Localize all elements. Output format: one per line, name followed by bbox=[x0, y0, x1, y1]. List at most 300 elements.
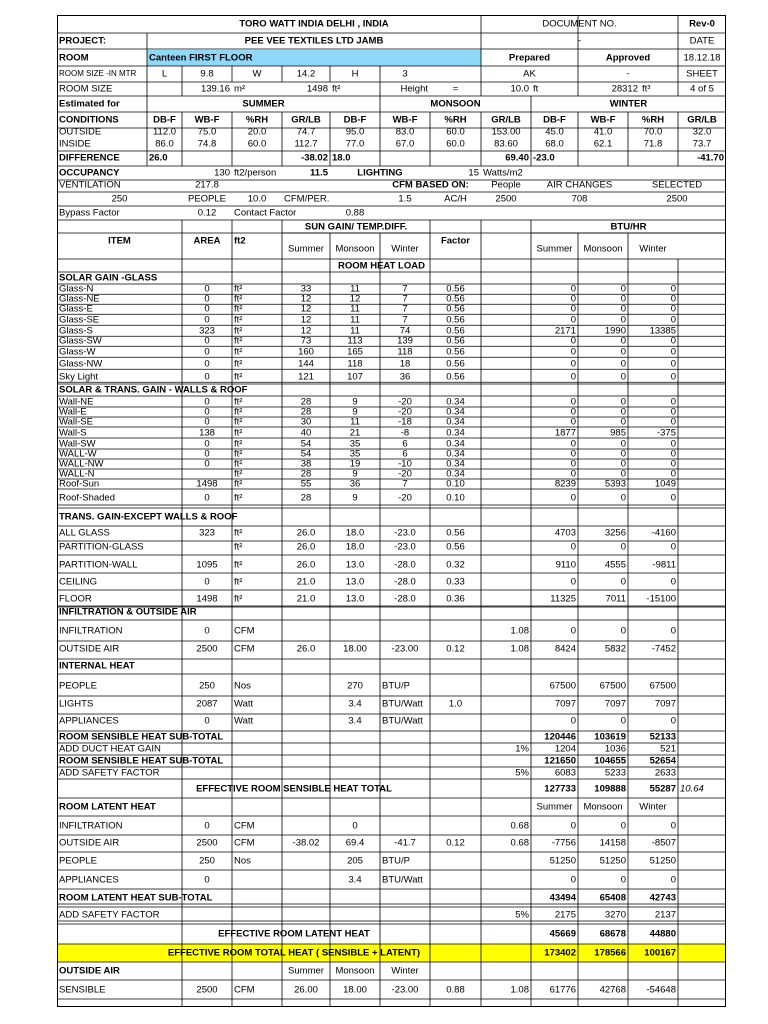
row-area: 2500 bbox=[196, 837, 218, 849]
row-btu-monsoon: 0 bbox=[620, 874, 626, 886]
row-btu-winter: 67500 bbox=[649, 680, 676, 692]
row-area: 0 bbox=[204, 820, 210, 832]
row-btu-monsoon: 0 bbox=[620, 416, 626, 428]
cfm-ach: 708 bbox=[571, 193, 588, 205]
row-area: 1498 bbox=[196, 593, 218, 605]
row-unit: ft² bbox=[234, 448, 243, 460]
row-btu-monsoon: 14158 bbox=[599, 837, 626, 849]
condition-col-header: %RH bbox=[444, 114, 467, 126]
row-factor: 0.12 bbox=[446, 643, 465, 655]
row-monsoon-diff: 18.00 bbox=[343, 643, 367, 655]
row-factor: 0.33 bbox=[446, 576, 465, 588]
outside-value: 75.0 bbox=[197, 126, 217, 138]
people-unit: PEOPLE bbox=[187, 193, 227, 205]
date-label: DATE bbox=[689, 35, 715, 47]
selected-label: SELECTED bbox=[651, 179, 703, 191]
row-btu-summer: 7097 bbox=[554, 698, 576, 710]
row-btu-summer: 0 bbox=[570, 820, 576, 832]
row-factor: 0.36 bbox=[446, 593, 465, 605]
inside-value: 62.1 bbox=[593, 138, 613, 150]
row-unit: ft² bbox=[234, 406, 243, 418]
row-factor: 0.34 bbox=[446, 438, 465, 450]
effective-latent-value: 45669 bbox=[549, 928, 576, 940]
btu-hr-header: BTU/HR bbox=[610, 221, 647, 233]
row-summer-diff: 28 bbox=[300, 406, 312, 418]
row-factor: 0.88 bbox=[446, 984, 465, 996]
room-heat-load-title: ROOM HEAT LOAD bbox=[338, 260, 425, 272]
row-constant: 0.68 bbox=[510, 820, 529, 832]
area-header: AREA bbox=[193, 235, 221, 247]
item-header: ITEM bbox=[108, 235, 131, 247]
row-unit: ft² bbox=[234, 541, 243, 553]
inside-value: 74.8 bbox=[197, 138, 217, 150]
inside-value: 83.60 bbox=[494, 138, 518, 150]
total-value: 52654 bbox=[649, 755, 676, 767]
total-label: ADD SAFETY FACTOR bbox=[59, 909, 160, 921]
outside-label: OUTSIDE bbox=[59, 126, 102, 138]
row-rate-unit: BTU/P bbox=[382, 855, 410, 867]
row-btu-monsoon: 42768 bbox=[599, 984, 626, 996]
row-area: 250 bbox=[199, 855, 215, 867]
total-value: 103619 bbox=[594, 731, 626, 743]
row-area: 0 bbox=[204, 458, 210, 470]
row-btu-monsoon: 0 bbox=[620, 303, 626, 315]
row-btu-summer: 0 bbox=[570, 541, 576, 553]
row-winter-diff: -23.00 bbox=[391, 984, 419, 996]
row-factor: 0.34 bbox=[446, 448, 465, 460]
row-winter-diff: 7 bbox=[402, 314, 408, 326]
total-value: 2175 bbox=[554, 909, 576, 921]
condition-col-header: WB-F bbox=[590, 114, 616, 126]
row-winter-diff: 36 bbox=[399, 371, 411, 383]
row-summer-diff: 38 bbox=[300, 458, 312, 470]
row-item: Roof-Shaded bbox=[59, 492, 115, 504]
row-winter-diff: -23.0 bbox=[394, 527, 416, 539]
contact-factor-label: Contact Factor bbox=[234, 207, 297, 219]
row-summer-diff: 28 bbox=[300, 468, 312, 480]
row-btu-winter: 0 bbox=[670, 346, 676, 358]
row-btu-summer: 2171 bbox=[554, 325, 576, 337]
row-btu-summer: 67500 bbox=[549, 680, 576, 692]
row-btu-monsoon: 0 bbox=[620, 468, 626, 480]
row-area: 0 bbox=[204, 283, 210, 295]
outside-value: 95.0 bbox=[345, 126, 365, 138]
row-winter-diff: -41.7 bbox=[394, 837, 416, 849]
row-item: INFILTRATION bbox=[59, 820, 123, 832]
row-summer-diff: 160 bbox=[298, 346, 314, 358]
summer-subheader: Summer bbox=[288, 243, 324, 255]
room-name: Canteen FIRST FLOOR bbox=[149, 52, 253, 64]
row-factor: 0.56 bbox=[446, 314, 465, 326]
inside-value: 112.7 bbox=[294, 138, 318, 150]
cfm-based-on-label: CFM BASED ON: bbox=[392, 179, 469, 191]
total-value: 3270 bbox=[604, 909, 626, 921]
row-monsoon-diff: 11 bbox=[350, 416, 360, 428]
row-summer-diff: 12 bbox=[300, 293, 312, 305]
occupancy-unit: ft2/person bbox=[234, 167, 277, 179]
row-area: 0 bbox=[204, 576, 210, 588]
inside-value: 86.0 bbox=[155, 138, 174, 150]
conditions-label: CONDITIONS bbox=[59, 114, 119, 126]
row-unit: CFM bbox=[234, 625, 255, 637]
row-btu-summer: 51250 bbox=[549, 855, 576, 867]
row-summer-diff: 33 bbox=[300, 283, 312, 295]
row-btu-summer: -7756 bbox=[551, 837, 576, 849]
inside-value: 67.0 bbox=[395, 138, 415, 150]
total-label: ROOM SENSIBLE HEAT SUB-TOTAL bbox=[59, 755, 224, 767]
row-btu-winter: 0 bbox=[670, 715, 676, 727]
row-rate: 270 bbox=[347, 680, 363, 692]
row-rate-unit: BTU/Watt bbox=[382, 698, 423, 710]
row-rate: 3.4 bbox=[348, 698, 362, 710]
effective-latent-label: EFFECTIVE ROOM LATENT HEAT bbox=[218, 928, 370, 940]
row-unit: ft² bbox=[234, 458, 243, 470]
row-unit: Nos bbox=[234, 680, 251, 692]
row-monsoon-diff: 11 bbox=[350, 325, 360, 337]
winter-header: WINTER bbox=[609, 98, 648, 110]
row-btu-monsoon: 1990 bbox=[604, 325, 626, 337]
outside-value: 83.0 bbox=[395, 126, 415, 138]
row-unit: ft² bbox=[234, 438, 243, 450]
row-btu-monsoon: 7011 bbox=[605, 593, 626, 605]
row-unit: ft² bbox=[234, 576, 243, 588]
ventilation-label: VENTILATION bbox=[59, 179, 121, 191]
row-btu-winter: 0 bbox=[670, 492, 676, 504]
row-btu-monsoon: 0 bbox=[620, 358, 626, 370]
row-summer-diff: 26.0 bbox=[296, 559, 316, 571]
h-label: H bbox=[351, 68, 359, 80]
row-btu-summer: 61776 bbox=[549, 984, 576, 996]
row-item: Glass-NW bbox=[59, 358, 103, 370]
solar-glass-title: SOLAR GAIN -GLASS bbox=[59, 272, 158, 284]
row-btu-monsoon: 0 bbox=[620, 371, 626, 383]
row-monsoon-diff: 165 bbox=[347, 346, 363, 358]
row-item: WALL-NW bbox=[59, 458, 104, 470]
row-summer-diff: 26.00 bbox=[294, 984, 318, 996]
row-btu-winter: -54648 bbox=[646, 984, 676, 996]
inside-value: 60.0 bbox=[446, 138, 465, 150]
row-factor: 1.0 bbox=[448, 698, 463, 710]
row-factor: 0.10 bbox=[446, 478, 465, 490]
equals-sign: = bbox=[452, 83, 459, 95]
effective-sensible-label: EFFECTIVE ROOM SENSIBLE HEAT TOTAL bbox=[196, 783, 392, 795]
row-monsoon-diff: 18.00 bbox=[343, 984, 367, 996]
row-rate-unit: BTU/P bbox=[382, 680, 410, 692]
row-item: Glass-SE bbox=[59, 314, 100, 326]
row-btu-monsoon: 985 bbox=[610, 427, 626, 439]
row-summer-diff: 55 bbox=[300, 478, 312, 490]
btu-summer-subheader: Summer bbox=[536, 243, 573, 255]
row-unit: ft² bbox=[234, 335, 243, 347]
row-monsoon-diff: 13.0 bbox=[345, 593, 365, 605]
date-value: 18.12.18 bbox=[683, 52, 721, 64]
row-btu-winter: 0 bbox=[670, 406, 676, 418]
row-item: LIGHTS bbox=[59, 698, 94, 710]
row-factor: 0.34 bbox=[446, 396, 465, 408]
total-label: ROOM LATENT HEAT SUB-TOTAL bbox=[59, 892, 213, 904]
row-btu-summer: 0 bbox=[570, 358, 576, 370]
row-btu-monsoon: 0 bbox=[620, 346, 626, 358]
row-btu-summer: 0 bbox=[570, 303, 576, 315]
row-winter-diff: -10 bbox=[398, 458, 412, 470]
row-unit: ft² bbox=[234, 527, 243, 539]
row-btu-summer: 0 bbox=[570, 625, 576, 637]
row-winter-diff: 139 bbox=[397, 335, 413, 347]
row-summer-diff: 144 bbox=[298, 358, 314, 370]
condition-col-header: %RH bbox=[641, 114, 665, 126]
total-percent: 5% bbox=[515, 909, 529, 921]
row-monsoon-diff: 36 bbox=[349, 478, 361, 490]
row-btu-winter: 0 bbox=[670, 371, 676, 383]
ventilation-value: 217.8 bbox=[195, 179, 219, 191]
l-label: L bbox=[161, 68, 168, 80]
row-item: CEILING bbox=[59, 576, 98, 588]
factor-header: Factor bbox=[440, 235, 471, 247]
row-btu-winter: 0 bbox=[670, 438, 676, 450]
row-btu-summer: 0 bbox=[570, 715, 576, 727]
height-label: Height bbox=[400, 83, 428, 95]
row-summer-diff: 73 bbox=[300, 335, 312, 347]
row-area: 0 bbox=[204, 335, 210, 347]
total-value: 5233 bbox=[604, 767, 626, 779]
row-btu-monsoon: 7097 bbox=[604, 698, 626, 710]
oa-summer-header: Summer bbox=[288, 965, 324, 977]
row-factor: 0.56 bbox=[446, 371, 465, 383]
row-monsoon-diff: 69.4 bbox=[345, 837, 365, 849]
row-monsoon-diff: 11 bbox=[350, 283, 360, 295]
row-btu-monsoon: 4555 bbox=[604, 559, 626, 571]
row-unit: CFM bbox=[234, 837, 255, 849]
row-winter-diff: -23.00 bbox=[391, 643, 419, 655]
row-item: PEOPLE bbox=[59, 855, 98, 867]
occupancy-value: 130 bbox=[214, 167, 230, 179]
row-factor: 0.56 bbox=[446, 527, 465, 539]
row-btu-summer: 0 bbox=[570, 371, 576, 383]
sun-gain-header: SUN GAIN/ TEMP.DIFF. bbox=[304, 221, 408, 233]
row-unit: ft² bbox=[234, 427, 243, 439]
row-btu-winter: 0 bbox=[670, 293, 676, 305]
row-monsoon-diff: 9 bbox=[352, 396, 358, 408]
row-btu-monsoon: 0 bbox=[620, 396, 626, 408]
walls-title: SOLAR & TRANS. GAIN - WALLS & ROOF bbox=[59, 384, 248, 396]
row-rate: 3.4 bbox=[348, 715, 362, 727]
row-btu-winter: -4160 bbox=[651, 527, 676, 539]
effective-sensible-note: 10.64 bbox=[680, 783, 704, 795]
condition-col-header: DB-F bbox=[543, 114, 566, 126]
row-btu-monsoon: 5393 bbox=[604, 478, 626, 490]
effective-total-value: 100167 bbox=[644, 947, 676, 959]
row-monsoon-diff: 18.0 bbox=[345, 541, 365, 553]
row-monsoon-diff: 113 bbox=[347, 335, 363, 347]
row-btu-summer: 0 bbox=[570, 335, 576, 347]
area-m2: 139.16 bbox=[200, 83, 230, 95]
row-factor: 0.56 bbox=[446, 346, 465, 358]
row-area: 0 bbox=[204, 358, 210, 370]
effective-total-label: EFFECTIVE ROOM TOTAL HEAT ( SENSIBLE + LATENT) bbox=[167, 947, 421, 959]
outside-value: 45.0 bbox=[545, 126, 564, 138]
project-name: PEE VEE TEXTILES LTD JAMB bbox=[244, 35, 384, 47]
row-item: Glass-N bbox=[59, 283, 94, 295]
row-factor: 0.10 bbox=[446, 492, 465, 504]
row-summer-diff: 12 bbox=[300, 303, 312, 315]
row-item: Wall-SE bbox=[59, 416, 93, 428]
condition-col-header: WB-F bbox=[392, 114, 418, 126]
row-monsoon-diff: 118 bbox=[347, 358, 363, 370]
btu-monsoon-subheader: Monsoon bbox=[583, 243, 623, 255]
row-btu-winter: -15100 bbox=[646, 593, 676, 605]
row-btu-monsoon: 0 bbox=[620, 820, 626, 832]
row-btu-monsoon: 67500 bbox=[599, 680, 626, 692]
l-value: 9.8 bbox=[200, 68, 214, 80]
row-area: 0 bbox=[204, 303, 210, 315]
row-unit: ft² bbox=[234, 293, 243, 305]
row-summer-diff: 30 bbox=[300, 416, 312, 428]
row-btu-summer: 0 bbox=[570, 396, 576, 408]
row-winter-diff: -28.0 bbox=[394, 593, 416, 605]
unit-ft3: ft³ bbox=[642, 83, 651, 95]
row-unit: Watt bbox=[234, 698, 254, 710]
row-monsoon-diff: 11 bbox=[350, 303, 360, 315]
row-btu-summer: 0 bbox=[570, 314, 576, 326]
row-unit: CFM bbox=[234, 984, 255, 996]
row-monsoon-diff: 21 bbox=[349, 427, 361, 439]
difference-value: 18.0 bbox=[332, 152, 351, 164]
row-factor: 0.56 bbox=[446, 283, 465, 295]
inside-label: INSIDE bbox=[59, 138, 91, 150]
row-unit: ft² bbox=[234, 358, 243, 370]
room-label: ROOM bbox=[59, 52, 89, 64]
row-btu-winter: -7452 bbox=[651, 643, 676, 655]
occupancy-count: 11.5 bbox=[310, 167, 328, 179]
row-item: ALL GLASS bbox=[59, 527, 110, 539]
row-btu-monsoon: 0 bbox=[620, 448, 626, 460]
row-summer-diff: 54 bbox=[300, 438, 312, 450]
difference-value: -41.70 bbox=[697, 152, 724, 164]
row-area: 0 bbox=[204, 416, 210, 428]
condition-col-header: WB-F bbox=[194, 114, 220, 126]
row-item: APPLIANCES bbox=[59, 874, 119, 886]
row-item: OUTSIDE AIR bbox=[59, 643, 120, 655]
row-btu-summer: 4703 bbox=[554, 527, 576, 539]
row-item: PARTITION-GLASS bbox=[59, 541, 144, 553]
monsoon-subheader: Monsoon bbox=[335, 243, 375, 255]
row-factor: 0.34 bbox=[446, 416, 465, 428]
room-volume: 28312 bbox=[611, 83, 638, 95]
unit-header: ft2 bbox=[234, 235, 246, 247]
row-unit: ft² bbox=[234, 593, 243, 605]
total-value: 1036 bbox=[604, 743, 626, 755]
h-value: 3 bbox=[402, 68, 408, 80]
row-item: Wall-S bbox=[59, 427, 87, 439]
row-factor: 0.56 bbox=[446, 335, 465, 347]
row-item: PARTITION-WALL bbox=[59, 559, 138, 571]
revision: Rev-0 bbox=[689, 18, 715, 30]
approved-label: Approved bbox=[605, 52, 651, 64]
oa-monsoon-header: Monsoon bbox=[335, 965, 375, 977]
row-winter-diff: 7 bbox=[402, 283, 408, 295]
row-area: 0 bbox=[204, 371, 210, 383]
row-item: Glass-W bbox=[59, 346, 96, 358]
lighting-unit: Watts/m2 bbox=[483, 167, 523, 179]
people-count: 250 bbox=[111, 193, 128, 205]
row-winter-diff: 7 bbox=[402, 478, 408, 490]
row-btu-winter: 0 bbox=[670, 468, 676, 480]
effective-latent-value: 44880 bbox=[649, 928, 676, 940]
row-constant: 1.08 bbox=[510, 625, 529, 637]
condition-col-header: DB-F bbox=[153, 114, 176, 126]
row-btu-monsoon: 0 bbox=[620, 458, 626, 470]
internal-heat-title: INTERNAL HEAT bbox=[59, 660, 135, 672]
total-value: 121650 bbox=[544, 755, 576, 767]
row-winter-diff: -28.0 bbox=[394, 576, 416, 588]
row-btu-monsoon: 0 bbox=[620, 492, 626, 504]
sheet-number: 4 of 5 bbox=[690, 83, 714, 95]
row-factor: 0.56 bbox=[446, 541, 465, 553]
difference-value: -23.0 bbox=[533, 152, 555, 164]
row-summer-diff: 26.0 bbox=[296, 541, 316, 553]
row-item: OUTSIDE AIR bbox=[59, 837, 120, 849]
row-btu-winter: 0 bbox=[670, 335, 676, 347]
unit-ft: ft bbox=[533, 83, 539, 95]
lighting-value: 15 bbox=[468, 167, 479, 179]
row-unit: ft² bbox=[234, 303, 243, 315]
row-item: Wall-E bbox=[59, 406, 87, 418]
row-btu-winter: 0 bbox=[670, 541, 676, 553]
row-btu-summer: 0 bbox=[570, 492, 576, 504]
row-unit: ft² bbox=[234, 396, 243, 408]
row-winter-diff: -20 bbox=[398, 468, 412, 480]
row-item: WALL-N bbox=[59, 468, 95, 480]
ach-value: 1.5 bbox=[398, 193, 412, 205]
row-rate-unit: BTU/Watt bbox=[382, 874, 423, 886]
row-btu-winter: -8507 bbox=[651, 837, 676, 849]
row-summer-diff: 26.0 bbox=[296, 643, 316, 655]
row-summer-diff: 26.0 bbox=[296, 527, 316, 539]
row-btu-summer: 0 bbox=[570, 416, 576, 428]
row-unit: CFM bbox=[234, 820, 255, 832]
row-btu-winter: 0 bbox=[670, 576, 676, 588]
row-btu-summer: 1877 bbox=[554, 427, 576, 439]
lighting-label: LIGHTING bbox=[357, 167, 403, 179]
summer-header: SUMMER bbox=[242, 98, 285, 110]
total-value: 2633 bbox=[654, 767, 676, 779]
row-btu-winter: 0 bbox=[670, 820, 676, 832]
row-constant: 0.68 bbox=[510, 837, 529, 849]
row-btu-summer: 0 bbox=[570, 283, 576, 295]
row-btu-monsoon: 0 bbox=[620, 314, 626, 326]
row-constant: 1.08 bbox=[510, 643, 529, 655]
room-size-mtr-label: ROOM SIZE -IN MTR bbox=[59, 69, 137, 78]
row-area: 0 bbox=[204, 492, 210, 504]
row-btu-monsoon: 0 bbox=[620, 715, 626, 727]
row-item: Glass-NE bbox=[59, 293, 100, 305]
latent-title: ROOM LATENT HEAT bbox=[59, 801, 156, 813]
trans-title: TRANS. GAIN-EXCEPT WALLS & ROOF bbox=[59, 511, 238, 523]
row-area: 0 bbox=[204, 874, 210, 886]
row-unit: ft² bbox=[234, 283, 243, 295]
row-btu-winter: 13385 bbox=[649, 325, 676, 337]
row-unit: ft² bbox=[234, 371, 243, 383]
total-percent: 1% bbox=[515, 743, 529, 755]
row-item: APPLIANCES bbox=[59, 715, 119, 727]
inside-value: 77.0 bbox=[345, 138, 365, 150]
inside-value: 71.8 bbox=[643, 138, 663, 150]
row-summer-diff: 40 bbox=[300, 427, 312, 439]
bypass-factor-label: Bypass Factor bbox=[59, 207, 120, 219]
row-btu-summer: 0 bbox=[570, 874, 576, 886]
outside-value: 153.00 bbox=[491, 126, 521, 138]
row-item: FLOOR bbox=[59, 593, 92, 605]
